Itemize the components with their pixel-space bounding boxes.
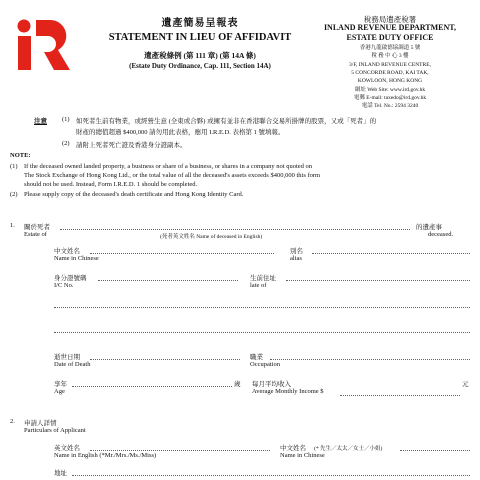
ordinance-chinese: 遺產稅條例 (第 111 章) (第 14A 條)	[144, 51, 256, 60]
note-label-chinese: 注意	[34, 118, 47, 125]
date-of-death-field[interactable]	[90, 359, 240, 360]
alias-label-zh: 別名	[290, 248, 303, 255]
chinese-name-field[interactable]	[90, 253, 274, 254]
age-label-en: Age	[54, 388, 65, 395]
chinese-name-label-zh: 中文姓名	[54, 248, 80, 255]
applicant-chinese-name-label-en: Name in Chinese	[280, 452, 325, 459]
alias-field[interactable]	[312, 253, 470, 254]
late-of-address-field-line3[interactable]	[54, 332, 470, 333]
department-english-line2: ESTATE DUTY OFFICE	[346, 33, 434, 42]
age-suffix: 歲	[234, 381, 241, 388]
ordinance-english: (Estate Duty Ordinance, Cap. 111, Section 14A)	[129, 62, 271, 70]
occupation-field[interactable]	[270, 359, 470, 360]
note-zh-1-number: (1)	[62, 116, 70, 123]
note-zh-1-line1: 如死者生前有物業，或經營生意 (全東或合夥) 或擁有並非在香港聯合交易所掛牌的股票，又或「死者」的	[76, 118, 377, 125]
late-of-address-field-line2[interactable]	[54, 307, 470, 308]
applicant-title-options: (* 先生／太太／女士／小姐)	[314, 446, 383, 452]
date-of-death-label-en: Date of Death	[54, 361, 91, 368]
age-label-zh: 享年	[54, 381, 67, 388]
alias-label-en: alias	[290, 255, 302, 262]
note-zh-2-line: 請附上死者死亡證及香港身分證副本。	[76, 142, 187, 149]
applicant-title-zh: 申請人詳情	[24, 420, 57, 427]
address-english-line2: 5 CONCORDE ROAD, KAI TAK,	[351, 70, 429, 76]
late-of-label-zh: 生前住址	[250, 275, 276, 282]
website: 網址 Web Site: www.ird.gov.hk	[354, 87, 426, 93]
deceased-name-english-field[interactable]	[60, 229, 410, 230]
note-en-1-number: (1)	[10, 163, 18, 170]
estate-suffix-zh: 的遺產事	[416, 224, 442, 231]
occupation-label-zh: 職業	[250, 354, 263, 361]
note-en-1-line2: The Stock Exchange of Hong Kong Ltd., or the total value of all the deceased's assets exceeds $400,000 this form	[24, 172, 321, 179]
address-chinese-line1: 香港九龍啟德協調道 5 號	[359, 45, 421, 51]
telephone: 電話 Tel. No.: 2594 3240	[361, 103, 419, 109]
address-chinese-line2: 稅 務 中 心 3 樓	[371, 53, 409, 59]
applicant-address-field[interactable]	[72, 475, 470, 476]
note-en-1-line1: If the deceased owned landed property, a business or share of a business, or shares in a company not quoted on	[24, 163, 313, 170]
deceased-name-hint: (死者英文姓名 Name of deceased in English)	[160, 234, 263, 240]
monthly-income-field[interactable]	[340, 395, 460, 396]
address-english-line1: 3/F, INLAND REVENUE CENTRE,	[349, 62, 431, 68]
ird-logo-icon	[14, 16, 70, 72]
applicant-title-en: Particulars of Applicant	[24, 427, 86, 434]
ic-label-zh: 身分證號碼	[54, 275, 87, 282]
late-of-address-field[interactable]	[286, 280, 470, 281]
age-field[interactable]	[72, 386, 232, 387]
section2-number: 2.	[10, 418, 15, 425]
note-en-1-line3: should not be used. Instead, Form I.R.E.D. 1 should be completed.	[24, 181, 198, 188]
note-zh-1-line2: 財產的總值超過 $400,000 請勿用此表格，應用 I.R.E.D. 表格第 1 號填報。	[76, 129, 285, 136]
ic-label-en: I/C No.	[54, 282, 74, 289]
title-chinese: 遺產簡易呈報表	[161, 18, 239, 29]
address-english-line3: KOWLOON, HONG KONG	[357, 78, 423, 84]
note-label-english: NOTE:	[10, 152, 31, 159]
section1-number: 1.	[10, 222, 15, 229]
title-english: STATEMENT IN LIEU OF AFFIDAVIT	[108, 32, 292, 43]
applicant-english-name-field[interactable]	[90, 450, 270, 451]
income-label-en: Average Monthly Income $	[252, 388, 324, 395]
estate-label-en: Estate of	[24, 231, 47, 238]
applicant-chinese-name-label-zh: 中文姓名	[280, 445, 306, 452]
applicant-address-label-zh: 地址	[54, 470, 67, 477]
note-zh-2-number: (2)	[62, 140, 70, 147]
applicant-chinese-name-field[interactable]	[400, 450, 470, 451]
department-english-line1: INLAND REVENUE DEPARTMENT,	[323, 23, 457, 32]
late-of-label-en: late of	[250, 282, 267, 289]
chinese-name-label-en: Name in Chinese	[54, 255, 99, 262]
note-en-2-line: Please supply copy of the deceased's death certificate and Hong Kong Identity Card.	[24, 191, 244, 198]
date-of-death-label-zh: 逝世日期	[54, 354, 80, 361]
ic-number-field[interactable]	[98, 280, 238, 281]
english-name-label-en: Name in English (*Mr./Mrs./Ms./Miss)	[54, 452, 157, 459]
estate-label-zh: 關於死者	[24, 224, 50, 231]
income-label-zh: 每月平均收入	[252, 381, 291, 388]
occupation-label-en: Occupation	[250, 361, 280, 368]
note-en-2-number: (2)	[10, 191, 18, 198]
email: 電郵 E-mail: taxedo@ird.gov.hk	[353, 95, 427, 101]
income-suffix: 元	[462, 381, 469, 388]
estate-suffix-en: deceased.	[428, 231, 454, 238]
department-chinese: 稅務局遺產稅署	[363, 15, 417, 24]
english-name-label-zh: 英文姓名	[54, 445, 80, 452]
